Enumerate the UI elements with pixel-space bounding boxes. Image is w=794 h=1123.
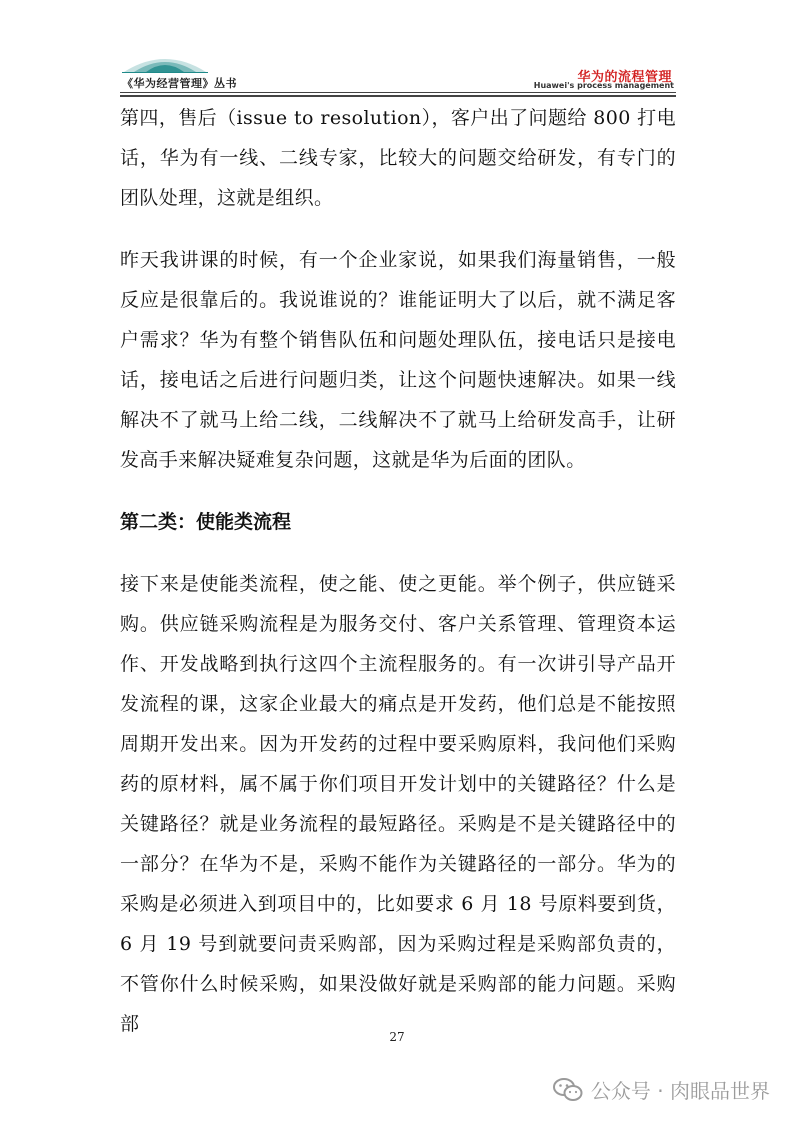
paragraph: 第四，售后（issue to resolution），客户出了问题给 800 打电话，华为有一线、二线专家，比较大的问题交给研发，有专门的团队处理，这就是组织。 — [120, 107, 676, 209]
book-subtitle: Huawei's process management — [533, 81, 674, 90]
logo-icon — [120, 48, 210, 76]
wechat-icon — [553, 1077, 583, 1103]
book-title: 华为的流程管理 — [577, 70, 672, 85]
page-content — [120, 98, 676, 1044]
section-heading: 第二类：使能类流程 — [120, 511, 292, 533]
watermark-text: 公众号 · 肉眼品世界 — [590, 1079, 770, 1103]
paragraph: 昨天我讲课的时候，有一个企业家说，如果我们海量销售，一般反应是很靠后的。我说谁说的？谁能证明大了以后，就不满足客户需求？华为有整个销售队伍和问题处理队伍，接电话只是接电话，接电话之后进行问题归类，让这个问题快速解决。如果一线解决不了就马上给二线，二线解决不了就马上给研发高手，让研发高手来解决疑难复杂问题，这就是华为后面的团队。 — [120, 249, 676, 471]
page-number: 27 — [389, 1030, 405, 1044]
series-title: 《华为经营管理》丛书 — [122, 77, 237, 90]
header-divider-thick — [120, 95, 676, 97]
watermark — [553, 1075, 770, 1104]
header-divider — [120, 92, 676, 93]
paragraph: 接下来是使能类流程，使之能、使之更能。举个例子，供应链采购。供应链采购流程是为服务交付、客户关系管理、管理资本运作、开发战略到执行这四个主流程服务的。有一次讲引导产品开发流程的课，这家企业最大的痛点是开发药，他们总是不能按照周期开发出来。因为开发药的过程中要采购原料，我问他们采购药的原材料，属不属于你们项目开发计划中的关键路径？什么是关键路径？就是业务流程的最短路径。采购是不是关键路径中的一部分？在华为不是，采购不能作为关键路径的一部分。华为的采购是必须进入到项目中的，比如要求 6 月 18 号原料要到货，6 月 19 号到就要问责采购部，因为采购过程是采购部负责的，不管你什么时候采购，如果没做好就是采购部的能力问题。采购部 — [120, 573, 676, 1035]
page-header — [120, 48, 676, 92]
